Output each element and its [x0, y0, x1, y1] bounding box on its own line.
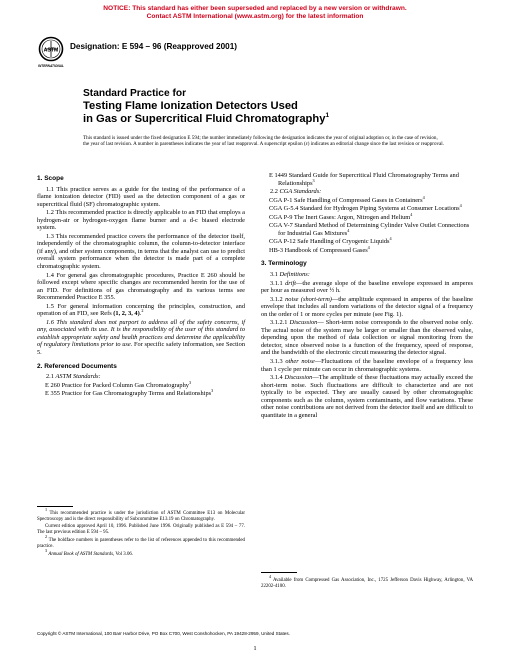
reference-hb3 [261, 244, 473, 255]
reference-hb3-text: HB-3 Handbook of Compressed Gases [269, 246, 368, 254]
para-2-1-label: ASTM Standards: [55, 373, 101, 381]
reference-numbers: (1, 2, 3, 4) [113, 310, 140, 318]
left-column [37, 175, 245, 399]
discussion-noise [261, 319, 473, 357]
para-1-5 [37, 303, 245, 318]
section-3-heading: 3. Terminology [261, 260, 307, 268]
discussion-other-noise [261, 374, 473, 419]
para-2-2 [261, 188, 473, 196]
para-3-1-label: Definitions: [279, 271, 310, 279]
reference-e1449-text: E 1449 Standard Guide for Supercritical Fluid Chromatography Terms and Relationships [269, 172, 459, 187]
definition-drift [261, 280, 473, 295]
reference-cga-g54-text: CGA G-5.4 Standard for Hydrogen Piping Systems at Consumer Locations [269, 205, 460, 213]
copyright-line: Copyright © ASTM International, 100 Barr Harbor Drive, PO Box C700, West Conshohocken, PA 19428-2959, United States. [37, 631, 290, 636]
footnote-marker: 3 [312, 177, 315, 183]
discussion-number: 3.1.2.1 [270, 319, 290, 327]
footnote-marker: 2 [141, 308, 144, 314]
safety-reference: For specific safety information, see Section 5. [37, 341, 245, 357]
reference-cga-p9-text: CGA P-9 The Inert Gases: Argon, Nitrogen and Helium [269, 213, 411, 221]
para-1-1: 1.1 This practice serves as a guide for the testing of the performance of a flame ionization detector (FID) used as the detection component of a gas or supercritical fluid (SF) chromatographic system. [37, 185, 245, 208]
definition-number: 3.1.3 [270, 358, 286, 366]
discussion-label: Discussion [289, 319, 318, 327]
title-line-3: in Gas or Supercritical Fluid Chromatography [83, 112, 326, 125]
footnote-2 [37, 534, 245, 550]
reference-cga-g54 [261, 205, 473, 213]
page-number: 1 [253, 645, 257, 652]
astm-logo [38, 36, 64, 72]
notice-line-1: NOTICE: This standard has either been superseded and replaced by a new version or withdrawn. [103, 5, 407, 12]
footnote-3 [37, 548, 245, 558]
reference-cga-v7 [261, 222, 473, 237]
footnote-1-text: This recommended practice is under the jurisdiction of ASTM Committee E13 on Molecular Spectroscopy and is the direct responsibility of Subcommittee E13.19 on Chromatography. [37, 511, 245, 522]
definition-number: 3.1.2 [270, 295, 286, 303]
reference-cga-v7-text: CGA V-7 Standard Method of Determining Cylinder Valve Outlet Connections for Industrial Gas Mixtures [269, 222, 470, 237]
footnote-4-text: Available from Compressed Gas Association, Inc., 1725 Jefferson Davis Highway, Arlington, VA 22202-4100. [261, 578, 474, 589]
footnotes-right [261, 574, 474, 591]
para-1-6 [37, 319, 245, 357]
logo-subtext: INTERNATIONAL [38, 64, 64, 68]
footnote-marker: 4 [410, 211, 413, 217]
para-2-2-label: CGA Standards: [279, 188, 322, 196]
footnote-marker: 4 [422, 194, 425, 200]
footnote-4 [261, 574, 474, 590]
definition-term: drift [285, 279, 297, 287]
title-line-1: Standard Practice for [83, 88, 187, 99]
discussion-text: —The amplitude of these fluctuations may actually exceed the short-term noise. Such fluctuations are difficult to characterize and are not typically to be expected. They are usually caused by other chromatographic components such as the column, system contaminants, and flow variations. These other noise contributions are not derived from the detector itself and are difficult to quantitate in a general [261, 374, 473, 419]
discussion-number: 3.1.4 [270, 374, 285, 382]
para-1-3: 1.3 This recommended practice covers the performance of the detector itself, independently of the chromatographic column, the column-to-detector interface (if any), and other system components, in terms that the analyst can use to predict overall system performance when the detector is made part of a complete chromatographic system. [37, 232, 245, 271]
footnote-3-title: Annual Book of ASTM Standards [48, 552, 113, 557]
footnote-marker: 4 [459, 203, 462, 209]
para-2-1 [37, 373, 245, 381]
reference-cga-p9 [261, 211, 473, 222]
title-line-2: Testing Flame Ionization Detectors Used [83, 100, 298, 113]
safety-caveat: 1.6 This standard does not purport to address all of the safety concerns, if any, associated with its use. It is the responsibility of the user of this standard to establish appropriate safety and health practices and determine the applicability of regulatory limitations prior to use. [37, 318, 245, 349]
footnote-1 [37, 507, 245, 523]
footnote-marker: 4 [367, 244, 370, 250]
footnote-rule-right [261, 572, 297, 573]
para-3-1-number: 3.1 [270, 271, 280, 279]
para-1-2: 1.2 This recommended practice is directly applicable to an FID that employs a hydrogen-air or hydrogen-oxygen flame burner and a d-c biased electrode system. [37, 209, 245, 232]
definition-other-noise [261, 358, 473, 373]
reference-e260 [37, 379, 245, 390]
issuance-note: This standard is issued under the fixed designation E 594; the number immediately following the designation indicates the year of original adoption or, in the case of revision, the year of last revision. A number in parentheses indicates the year of last reapproval. A superscript epsilon (ε) indicates an editorial change since the last revision or reapproval. [83, 135, 444, 148]
reference-e355 [37, 390, 245, 398]
para-1-5-end: . [139, 310, 142, 318]
definition-text: —the amplitude expressed in amperes of the baseline envelope that includes all random variations of the detector signal of a frequency on the order of 1 or more cycles per minute (see Fig. 1). [261, 295, 473, 318]
footnote-marker: 4 [389, 236, 392, 242]
definition-term: noise (short-term) [285, 295, 332, 303]
footnote-4-marker: 4 [269, 574, 272, 579]
para-2-1-number: 2.1 [46, 373, 56, 381]
document-title [83, 88, 443, 125]
definition-noise [261, 296, 473, 319]
reference-cga-p12-text: CGA P-12 Safe Handling of Cryogenic Liquids [269, 238, 390, 246]
section-1-heading: 1. Scope [37, 175, 64, 182]
footnotes-left [37, 507, 245, 559]
definition-text: —Fluctuations of the baseline envelope of a frequency less than 1 cycle per minute can occur in chromatographic systems. [261, 358, 474, 373]
designation: Designation: E 594 – 96 (Reapproved 2001) [70, 42, 237, 51]
reference-cga-p1-text: CGA P-1 Safe Handling of Compressed Gases in Containers [269, 196, 423, 204]
footnote-marker: 4 [347, 227, 350, 233]
title-footnote-marker: 1 [325, 111, 330, 119]
discussion-text: — Short-term noise corresponds to the observed noise only. The actual noise of the system may be larger or smaller than the observed value, depending upon the method of data collection or signal monitoring from the detector, since observed noise is a function of the frequency, speed of response, and the bandwidth of the electronic circuit measuring the detector signal. [261, 319, 473, 357]
footnote-1-marker: 1 [45, 507, 48, 512]
logo-text: ASTM [43, 47, 59, 54]
discussion-label: Discussion [284, 374, 313, 382]
footnote-marker: 3 [188, 379, 192, 385]
notice-line-2: Contact ASTM International (www.astm.org) for the latest information [146, 13, 364, 21]
para-2-2-number: 2.2 [270, 188, 280, 196]
definition-number: 3.1.1 [270, 279, 286, 287]
para-3-1 [261, 271, 473, 279]
para-1-5-text: 1.5 For general information concerning the principles, construction, and operation of an FID, see Refs [37, 302, 245, 318]
definition-text: —the average slope of the baseline envelope expressed in amperes per hour as measured over ½ h. [261, 279, 473, 295]
right-column [261, 172, 473, 420]
reference-e1449 [261, 172, 473, 187]
footnote-2-marker: 2 [45, 534, 48, 539]
footnote-marker: 3 [211, 388, 214, 394]
footnote-rule-left [37, 506, 73, 507]
footnote-3-marker: 3 [45, 548, 48, 553]
reference-e355-text: E 355 Practice for Gas Chromatography Terms and Relationships [45, 390, 212, 398]
reference-cga-p1 [261, 194, 473, 205]
footnote-2-text: The boldface numbers in parentheses refer to the list of references appended to this recommended practice. [37, 538, 245, 549]
supersession-notice [0, 5, 510, 22]
para-1-4: 1.4 For general gas chromatographic procedures, Practice E 260 should be followed except where specific changes are recommended herein for the use of an FID. For definitions of gas chromatography and its various terms see Recommended Practice E 355. [37, 271, 245, 302]
section-2-heading: 2. Referenced Documents [37, 362, 117, 370]
definition-term: other noise [285, 358, 315, 366]
footnote-3-volume: , Vol 3.06. [113, 552, 134, 557]
reference-e260-text: E 260 Practice for Packed Column Gas Chromatography [45, 381, 189, 389]
footnote-1-edition: Current edition approved April 10, 1996. Published June 1996. Originally published as E 594 – 77. The last previous edition E 594 – 95. [37, 524, 245, 535]
